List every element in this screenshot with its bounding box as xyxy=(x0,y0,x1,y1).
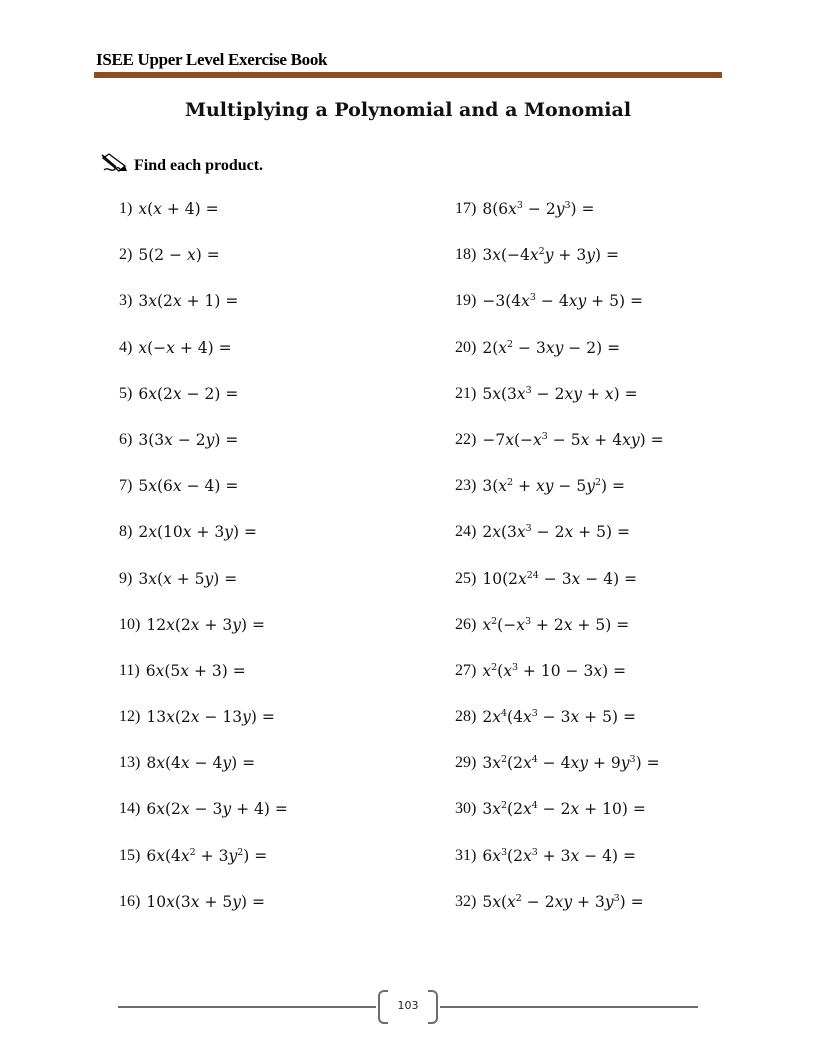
problem-expression: $2x(3x^3 - 2x + 5)$ = xyxy=(482,523,630,542)
problem-number: 13) xyxy=(119,754,141,772)
problem-expression: 3x(2x + 1) = xyxy=(138,292,239,311)
footer-rule-right xyxy=(440,1006,698,1008)
page-title: Multiplying a Polynomial and a Monomial xyxy=(184,99,632,121)
problem-item xyxy=(119,800,288,846)
problem-item xyxy=(455,477,664,523)
problem-number: 10) xyxy=(119,615,141,633)
problem-item xyxy=(119,292,288,338)
problem-number: 6) xyxy=(119,430,133,448)
problem-item xyxy=(455,800,664,846)
problem-expression: $6x^3(2x^3 + 3x - 4)$ = xyxy=(482,846,636,865)
problem-expression: 12x(2x + 3y) = xyxy=(146,615,266,634)
problem-item xyxy=(455,246,664,292)
pencil-writing-icon xyxy=(100,152,134,179)
problem-number: 32) xyxy=(455,892,477,910)
problem-expression: $3x^2(2x^4 - 4xy + 9y^3)$ = xyxy=(482,754,660,773)
problem-expression: 6x(2x − 3y + 4) = xyxy=(146,800,288,819)
problem-number: 25) xyxy=(455,569,477,587)
problem-expression: $x^2(x^3 + 10 - 3x)$ = xyxy=(482,661,627,680)
problem-item xyxy=(119,616,288,662)
problem-expression: $5x(3x^3 - 2xy + x)$ = xyxy=(482,384,638,403)
problem-expression: 6x(5x + 3) = xyxy=(145,661,246,680)
problem-number: 5) xyxy=(119,384,133,402)
problem-expression: $10(2x^{24} - 3x - 4)$ = xyxy=(482,569,638,588)
right-problem-column xyxy=(455,200,664,939)
problem-item xyxy=(455,385,664,431)
problem-number: 29) xyxy=(455,754,477,772)
book-title: ISEE Upper Level Exercise Book xyxy=(96,50,328,69)
footer-rule-left xyxy=(118,1006,376,1008)
problem-item xyxy=(455,292,664,338)
problem-expression: $3(x^2$ + xy − $5y^2$) = xyxy=(482,477,626,496)
problem-expression: 3(3x − 2y) = xyxy=(138,430,239,449)
problem-number: 2) xyxy=(119,246,133,264)
problem-number: 26) xyxy=(455,615,477,633)
problem-number: 24) xyxy=(455,523,477,541)
problem-number: 8) xyxy=(119,523,133,541)
problem-number: 31) xyxy=(455,846,477,864)
problem-expression: $5x(x^2 - 2xy + 3y^3)$ = xyxy=(482,892,644,911)
problem-expression: $3x^2(2x^4 - 2x + 10)$ = xyxy=(482,800,646,819)
problem-number: 12) xyxy=(119,708,141,726)
problem-expression: 5(2 − x) = xyxy=(138,246,220,265)
problem-item xyxy=(119,893,288,939)
problem-number: 11) xyxy=(119,661,140,679)
problem-expression: $3x(-4x^2y + 3y)$ = xyxy=(482,246,619,265)
problem-number: 4) xyxy=(119,338,133,356)
left-problem-column xyxy=(119,200,288,939)
problem-item xyxy=(455,847,664,893)
problem-item xyxy=(455,339,664,385)
problem-number: 17) xyxy=(455,200,477,217)
problem-number: 16) xyxy=(119,892,141,910)
problem-item xyxy=(119,431,288,477)
problem-item xyxy=(119,847,288,893)
problem-expression: 2x(10x + 3y) = xyxy=(138,523,258,542)
problem-number: 23) xyxy=(455,477,477,495)
problem-number: 18) xyxy=(455,246,477,264)
problem-item xyxy=(455,616,664,662)
problem-expression: $x^2(-x^3 + 2x + 5)$ = xyxy=(482,615,630,634)
problem-item xyxy=(455,431,664,477)
problem-number: 7) xyxy=(119,477,133,495)
instruction xyxy=(100,152,263,179)
problem-expression: 5x(6x − 4) = xyxy=(138,477,239,496)
problem-number: 27) xyxy=(455,661,477,679)
problem-expression: x(x + 4) = xyxy=(138,200,219,218)
problem-item xyxy=(455,754,664,800)
problem-item xyxy=(119,662,288,708)
problem-item xyxy=(119,754,288,800)
problem-item xyxy=(119,200,288,246)
page-number: 103 xyxy=(397,999,419,1012)
problem-expression: $-7x(-x^3 - 5x + 4xy)$ = xyxy=(482,430,664,449)
problem-number: 15) xyxy=(119,846,141,864)
problem-expression: 13x(2x − 13y) = xyxy=(146,708,275,727)
problem-item xyxy=(455,200,664,246)
problem-number: 14) xyxy=(119,800,141,818)
problem-item xyxy=(119,477,288,523)
problem-number: 30) xyxy=(455,800,477,818)
problem-item xyxy=(119,339,288,385)
problem-number: 21) xyxy=(455,384,477,402)
problem-number: 1) xyxy=(119,200,133,217)
problem-number: 19) xyxy=(455,292,477,310)
problem-number: 9) xyxy=(119,569,133,587)
page-number-bracket-right xyxy=(428,990,438,1024)
header-rule xyxy=(94,72,722,78)
problem-number: 3) xyxy=(119,292,133,310)
problem-number: 28) xyxy=(455,708,477,726)
problem-expression: x(−x + 4) = xyxy=(138,338,232,357)
problem-expression: $6x(4x^2 + 3y^2)$ = xyxy=(146,846,268,865)
problem-expression: 3x(x + 5y) = xyxy=(138,569,238,588)
problem-expression: $8(6x^3 - 2y^3)$ = xyxy=(482,200,595,218)
problem-item xyxy=(119,523,288,569)
problem-number: 20) xyxy=(455,338,477,356)
problem-item xyxy=(119,246,288,292)
problem-item xyxy=(119,570,288,616)
problem-number: 22) xyxy=(455,430,477,448)
problem-expression: $2(x^2 - 3xy - 2)$ = xyxy=(482,338,621,357)
problem-item xyxy=(455,893,664,939)
instruction-text: Find each product. xyxy=(134,156,264,174)
problem-expression: 8x(4x − 4y) = xyxy=(146,754,256,773)
problem-item xyxy=(455,523,664,569)
problem-expression: $-3(4x^3 - 4xy + 5)$ = xyxy=(482,292,643,311)
problem-expression: 6x(2x − 2) = xyxy=(138,384,239,403)
problem-item xyxy=(455,570,664,616)
problem-expression: $2x^4(4x^3 - 3x + 5)$ = xyxy=(482,708,636,727)
problem-expression: 10x(3x + 5y) = xyxy=(146,892,266,911)
problem-item xyxy=(119,385,288,431)
problem-item xyxy=(455,662,664,708)
problem-item xyxy=(455,708,664,754)
problem-item xyxy=(119,708,288,754)
